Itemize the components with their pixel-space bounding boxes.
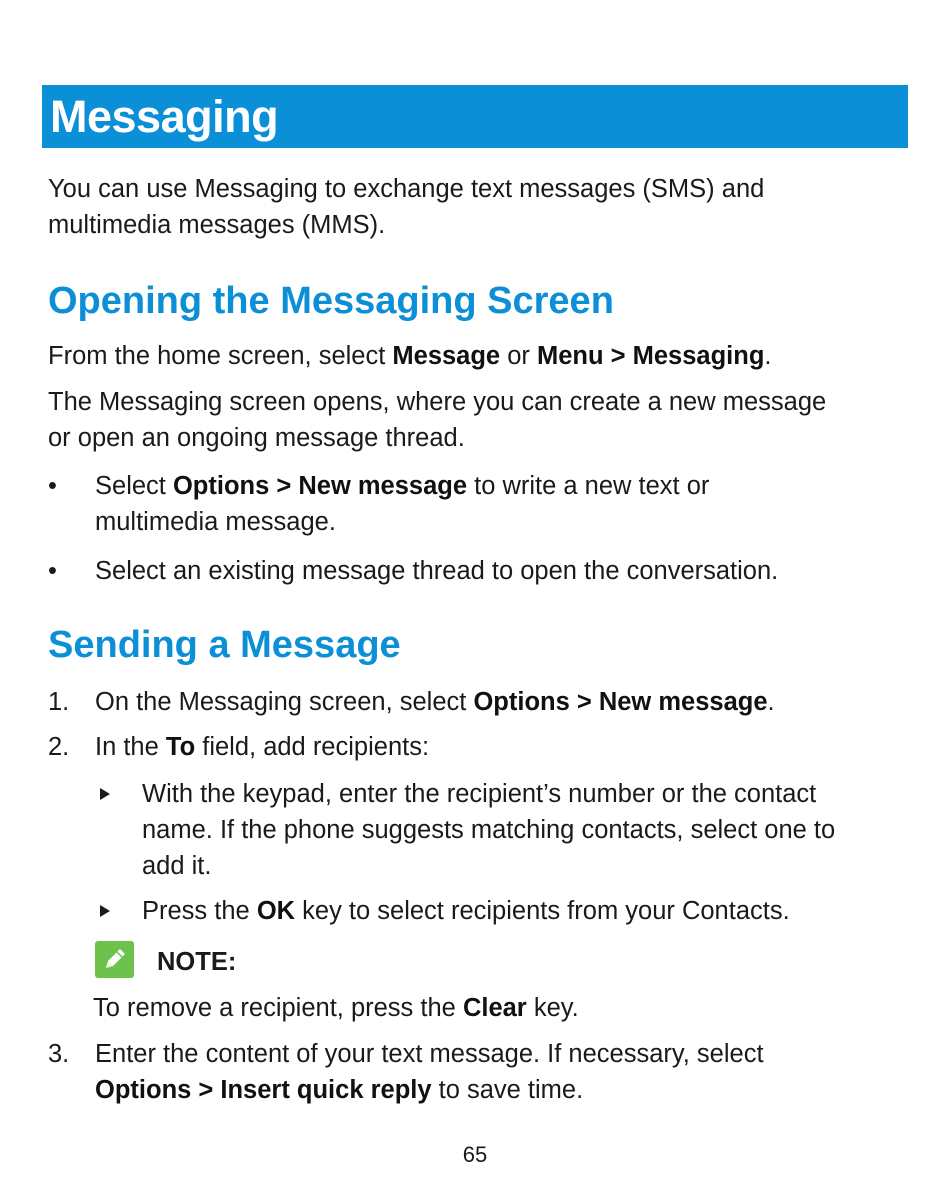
bold-term: Message [392, 342, 501, 370]
step-number: 3. [48, 1040, 70, 1068]
text-run: key to select recipients from your Contacts. [295, 897, 790, 925]
text-run: . [767, 688, 775, 716]
step-number: 1. [48, 688, 70, 716]
text-run: To remove a recipient, press the [93, 994, 463, 1022]
paragraph-line-1: The Messaging screen opens, where you can create a new message [48, 388, 827, 416]
sub-item-2 [142, 893, 907, 929]
sub-item-1 [142, 776, 907, 884]
intro-line-2: multimedia messages (MMS). [48, 211, 386, 239]
note-title: NOTE: [157, 948, 237, 976]
pencil-icon [95, 941, 134, 978]
step-2 [95, 729, 905, 765]
bold-term: OK [256, 897, 296, 925]
text-run: In the [95, 733, 166, 761]
intro-line-1: You can use Messaging to exchange text messages (SMS) and [48, 175, 765, 203]
bullet-marker: • [48, 557, 57, 585]
step-number: 2. [48, 733, 70, 761]
page-title: Messaging [50, 91, 279, 142]
text-run: to save time. [431, 1076, 584, 1104]
page-number: 65 [462, 1142, 488, 1167]
section1-paragraph-2 [48, 384, 908, 456]
intro-paragraph [48, 171, 908, 243]
section1-paragraph-1 [48, 338, 908, 374]
step-3 [95, 1036, 905, 1108]
paragraph-line-2: or open an ongoing message thread. [48, 424, 465, 452]
text-run: add it. [142, 852, 212, 880]
text-run: Enter the content of your text message. If necessary, select [95, 1040, 764, 1068]
text-run: name. If the phone suggests matching contacts, select one to [142, 816, 836, 844]
bullet-marker: • [48, 472, 57, 500]
title-banner [42, 85, 908, 148]
bold-term: To [165, 733, 196, 761]
step-1 [95, 684, 905, 720]
bullet-item-2: Select an existing message thread to open the conversation. [95, 557, 779, 585]
section-heading-opening: Opening the Messaging Screen [48, 280, 614, 322]
triangle-bullet-icon [100, 788, 110, 800]
bold-term: Options > New message [172, 472, 468, 500]
text-run: Press the [142, 897, 257, 925]
text-run: Select [95, 472, 173, 500]
text-run: multimedia message. [95, 508, 336, 536]
text-run: or [500, 342, 537, 370]
bold-term: Clear [462, 994, 527, 1022]
text-run: On the Messaging screen, select [95, 688, 474, 716]
text-run: to write a new text or [467, 472, 710, 500]
bold-term: Options > New message [473, 688, 768, 716]
bold-term: Menu > Messaging [536, 342, 765, 370]
triangle-bullet-icon [100, 905, 110, 917]
text-run: key. [526, 994, 579, 1022]
text-run: field, add recipients: [195, 733, 430, 761]
note-text [93, 990, 903, 1026]
bold-term: Options > Insert quick reply [95, 1076, 432, 1104]
text-run: . [764, 342, 772, 370]
section-heading-sending: Sending a Message [48, 624, 401, 666]
text-run: From the home screen, select [48, 342, 393, 370]
bullet-item-1 [95, 468, 905, 540]
text-run: With the keypad, enter the recipient’s number or the contact [142, 780, 817, 808]
